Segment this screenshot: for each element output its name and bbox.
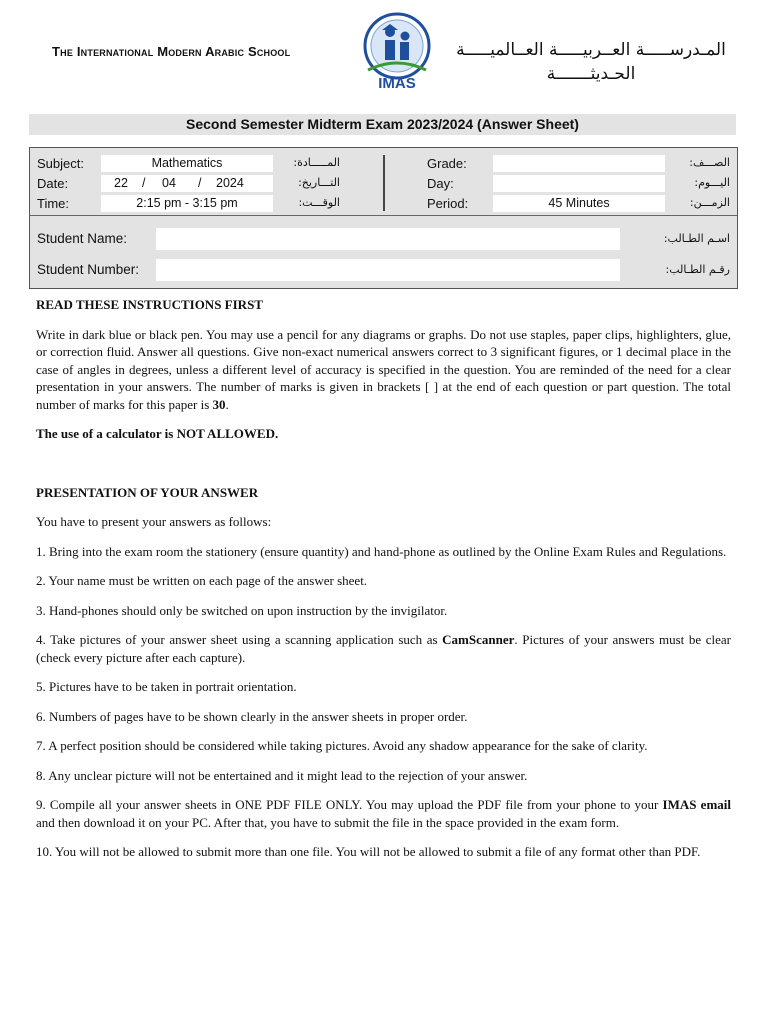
student-name-label-arabic: اسـم الطـالب: bbox=[663, 232, 730, 245]
grade-value[interactable] bbox=[493, 155, 665, 172]
exam-title: Second Semester Midterm Exam 2023/2024 (Answer Sheet) bbox=[29, 114, 736, 135]
date-label: Date: bbox=[37, 176, 69, 191]
day-label-arabic: اليـــوم: bbox=[694, 176, 730, 189]
presentation-item-4 bbox=[36, 631, 731, 666]
presentation-item-7: 7. A perfect position should be considered while taking pictures. Avoid any shadow appearance for the sake of clarity. bbox=[36, 738, 648, 753]
presentation-heading: PRESENTATION OF YOUR ANSWER bbox=[36, 484, 259, 500]
student-name-field[interactable] bbox=[156, 228, 620, 250]
logo-text: IMAS bbox=[378, 75, 416, 92]
school-name-arabic bbox=[446, 38, 736, 86]
date-day: 22 bbox=[114, 176, 128, 190]
date-separator: / bbox=[198, 176, 202, 190]
grade-label-arabic: الصـــف: bbox=[689, 156, 730, 169]
page-header bbox=[0, 0, 768, 110]
date-label-arabic: التـــاريخ: bbox=[298, 176, 340, 189]
presentation-item-9 bbox=[36, 796, 731, 831]
period-label: Period: bbox=[427, 196, 469, 211]
exam-details-section bbox=[30, 148, 737, 216]
presentation-item-8: 8. Any unclear picture will not be entertained and it might lead to the rejection of your answer. bbox=[36, 767, 528, 783]
item-9-text-end: and then download it on your PC. After that, you have to submit the file in the space provided in the exam form. bbox=[36, 814, 620, 830]
presentation-intro: You have to present your answers as follows: bbox=[36, 514, 272, 529]
exam-info-box bbox=[29, 147, 738, 289]
column-divider bbox=[383, 155, 385, 211]
school-logo bbox=[358, 12, 436, 92]
date-month: 04 bbox=[162, 176, 176, 190]
instructions-heading: READ THESE INSTRUCTIONS FIRST bbox=[36, 297, 263, 312]
subject-label: Subject: bbox=[37, 156, 84, 171]
total-marks: 30 bbox=[212, 396, 226, 412]
item-9-text: 9. Compile all your answer sheets in ONE PDF FILE ONLY. You may upload the PDF file from your phone to your bbox=[36, 797, 663, 812]
date-separator: / bbox=[142, 176, 146, 190]
school-name-arabic-line1: المـدرســـــة العــربيـــــة العــالميـــــة bbox=[456, 40, 726, 60]
presentation-item-3: 3. Hand-phones should only be switched on upon instruction by the invigilator. bbox=[36, 602, 448, 618]
period-label-arabic: الزمـــن: bbox=[689, 196, 730, 209]
presentation-item-6: 6. Numbers of pages have to be shown clearly in the answer sheets in proper order. bbox=[36, 708, 468, 724]
instructions-text-end: . bbox=[225, 396, 229, 412]
school-name-arabic-line2: الحـديثـــــــة bbox=[546, 64, 636, 84]
subject-label-arabic: المـــــادة: bbox=[293, 156, 340, 169]
camscanner-name: CamScanner bbox=[442, 632, 515, 647]
imas-email: IMAS email bbox=[662, 797, 731, 812]
item-4-text: 4. Take pictures of your answer sheet using a scanning application such as bbox=[36, 632, 443, 647]
subject-value[interactable]: Mathematics bbox=[101, 155, 273, 172]
date-value[interactable] bbox=[101, 175, 273, 192]
presentation-item-1: 1. Bring into the exam room the stationery (ensure quantity) and hand-phone as outlined by the Online Exam Rules and Regulations. bbox=[36, 543, 727, 559]
day-value[interactable] bbox=[493, 175, 665, 192]
student-number-field[interactable] bbox=[156, 259, 620, 281]
grade-label: Grade: bbox=[427, 156, 467, 171]
date-year: 2024 bbox=[216, 176, 244, 190]
student-number-label-arabic: رقـم الطـالب: bbox=[665, 263, 730, 276]
time-label-arabic: الوقـــت: bbox=[298, 196, 340, 209]
period-value[interactable]: 45 Minutes bbox=[493, 195, 665, 212]
student-name-label: Student Name: bbox=[37, 231, 128, 246]
item-4-text-end: . Pictures of your answers must be clear (check every picture after each capture). bbox=[36, 632, 731, 665]
time-value[interactable]: 2:15 pm - 3:15 pm bbox=[101, 195, 273, 212]
presentation-item-2: 2. Your name must be written on each page of the answer sheet. bbox=[36, 573, 368, 588]
calculator-notice: The use of a calculator is NOT ALLOWED. bbox=[36, 426, 279, 441]
instructions-content bbox=[36, 296, 731, 861]
day-label: Day: bbox=[427, 176, 454, 191]
student-number-label: Student Number: bbox=[37, 262, 140, 277]
presentation-item-5: 5. Pictures have to be taken in portrait orientation. bbox=[36, 679, 297, 694]
school-name-english: The International Modern Arabic School bbox=[52, 44, 291, 59]
instructions-paragraph bbox=[36, 326, 731, 414]
presentation-item-10: 10. You will not be allowed to submit more than one file. You will not be allowed to submit a file of any format other than PDF. bbox=[36, 844, 701, 859]
time-label: Time: bbox=[37, 196, 70, 211]
instructions-text: Write in dark blue or black pen. You may use a pencil for any diagrams or graphs. Do not use staples, paper clips, highlighters, glue, or correction fluid. Answer all questions. Give non-exact numerical answers correct to 3 significant figures, or 1 decimal place in the case of angles in degrees, unless a different level of accuracy is specified in the question. You are reminded of the need for a clear presentation in your answers. The number of marks is given in brackets [ ] at the end of each question or part question. The total number of marks for this paper is bbox=[36, 326, 731, 412]
